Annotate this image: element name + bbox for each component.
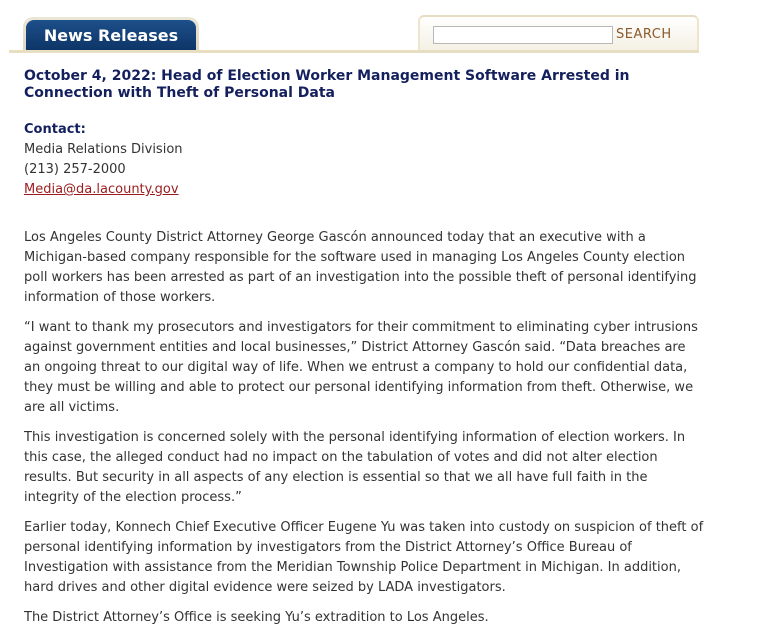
article-headline: October 4, 2022: Head of Election Worker Management Software Arrested in Connection with Theft of Personal Data xyxy=(24,68,630,101)
contact-label: Contact: xyxy=(24,122,86,137)
article xyxy=(24,68,704,631)
paragraph: The District Attorney’s Office is seeking Yu’s extradition to Los Angeles. xyxy=(24,610,489,625)
header-divider xyxy=(9,50,699,53)
news-releases-tab[interactable] xyxy=(23,17,199,51)
contact-division: Media Relations Division xyxy=(24,142,183,157)
article-body xyxy=(24,228,704,628)
search-input[interactable] xyxy=(433,26,613,44)
paragraph: “I want to thank my prosecutors and investigators for their commitment to eliminating cyber intrusions against government entities and local businesses,” District Attorney Gascón said. “Data breaches are an ongoing threat to our digital way of life. When we entrust a company to hold our confidential data, they must be willing and able to protect our personal identifying information from theft. Otherwise, we are all victims. xyxy=(24,320,698,415)
contact-email-link[interactable]: Media@da.lacounty.gov xyxy=(24,182,179,197)
search-box xyxy=(418,15,699,51)
contact-block xyxy=(24,120,704,200)
news-releases-tab-label: News Releases xyxy=(26,20,196,51)
paragraph: Earlier today, Konnech Chief Executive Officer Eugene Yu was taken into custody on suspicion of theft of personal identifying information by investigators from the District Attorney’s Office Bureau of Investigation with assistance from the Meridian Township Police Department in Michigan. In addition, hard drives and other digital evidence were seized by LADA investigators. xyxy=(24,520,704,595)
header-bar xyxy=(9,15,699,55)
paragraph: Los Angeles County District Attorney George Gascón announced today that an executive with a Michigan-based company responsible for the software used in managing Los Angeles County election poll workers has been arrested as part of an investigation into the possible theft of personal identifying information of those workers. xyxy=(24,230,697,305)
contact-phone: (213) 257-2000 xyxy=(24,162,126,177)
paragraph: This investigation is concerned solely with the personal identifying information of election workers. In this case, the alleged conduct had no impact on the tabulation of votes and did not alter election results. But security in all aspects of any election is essential so that we all have full faith in the integrity of the election process.” xyxy=(24,430,686,505)
search-button[interactable]: SEARCH xyxy=(616,26,672,42)
